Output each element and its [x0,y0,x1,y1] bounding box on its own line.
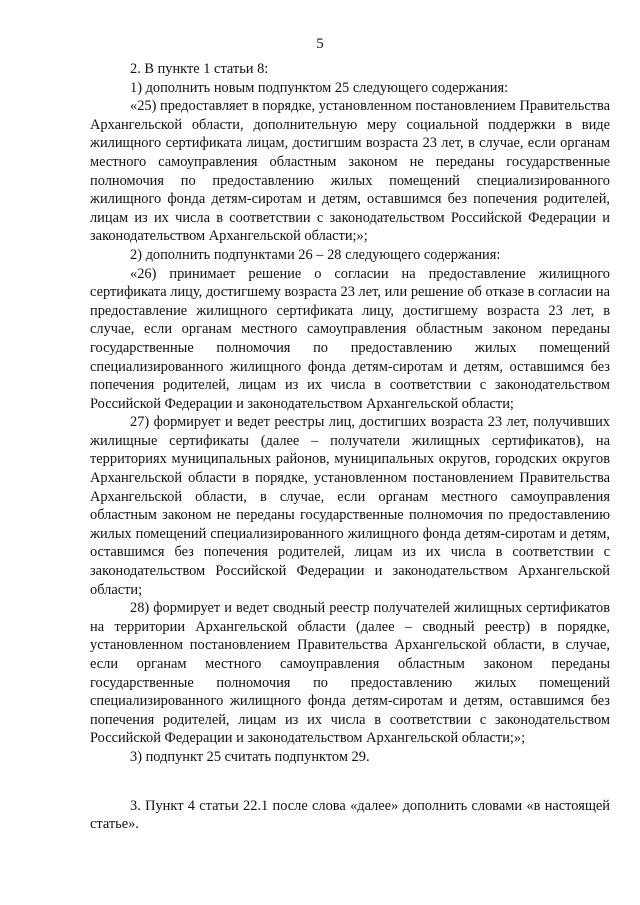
document-body [90,60,610,834]
section-spacer [90,767,610,797]
paragraph-subitem-3: 3) подпункт 25 считать подпунктом 29. [130,748,370,765]
paragraph-article-8-heading: 2. В пункте 1 статьи 8: [130,61,269,77]
page-number: 5 [316,36,324,52]
paragraph-subitem-2: 2) дополнить подпунктами 26 – 28 следующего содержания: [130,246,501,263]
paragraph-item-26: «26) принимает решение о согласии на предоставление жилищного сертификата лицу, достигшему возраста 23 лет, или решение об отказе в согласии на предоставление жилищного сертификата лицу, достигшему возраста 23 лет, в случае, если органам местного самоуправления областным законом переданы государственные полномочия по предоставлению жилых помещений специализированного жилищного фонда детям-сиротам и детям, оставшимся без попечения родителей, лицам из их числа в соответствии с законодательством Российской Федерации и законодательством Архангельской области; [90,265,610,412]
paragraph-article-22-1: 3. Пункт 4 статьи 22.1 после слова «далее» дополнить словами «в настоящей статье». [90,797,610,833]
paragraph-subitem-1: 1) дополнить новым подпунктом 25 следующего содержания: [130,79,509,96]
paragraph-item-28: 28) формирует и ведет сводный реестр получателей жилищных сертификатов на территории Архангельской области (далее – сводный реестр) в порядке, установленном постановлением Правительства Архангельской области, в случае, если органам местного самоуправления областным законом переданы государственные полномочия по предоставлению жилых помещений специализированного жилищного фонда детям-сиротам и детям, оставшимся без попечения родителей, лицам из их числа в соответствии с законодательством Российской Федерации и законодательством Архангельской области;»; [90,600,610,747]
paragraph-item-27: 27) формирует и ведет реестры лиц, достигших возраста 23 лет, получивших жилищные сертификаты (далее – получатели жилищных сертификатов), на территориях муниципальных районов, муниципальных округов, городских округов Архангельской области в порядке, установленном постановлением Правительства Архангельской области, в случае, если органам местного самоуправления областным законом не переданы государственные полномочия по предоставлению жилых помещений специализированного жилищного фонда детям-сиротам и детям, оставшимся без попечения родителей, лицам из их числа в соответствии с законодательством Российской Федерации и законодательством Архангельской области; [90,414,610,598]
paragraph-item-25: «25) предоставляет в порядке, установленном постановлением Правительства Архангельской области, дополнительную меру социальной поддержки в виде жилищного сертификата лицам, достигшим возраста 23 лет, в случае, если органам местного самоуправления областным законом не переданы государственные полномочия по предоставлению жилых помещений специализированного жилищного фонда детям-сиротам и детям, оставшимся без попечения родителей, лицам из их числа в соответствии с законодательством Российской Федерации и законодательством Архангельской области;»; [90,98,610,245]
